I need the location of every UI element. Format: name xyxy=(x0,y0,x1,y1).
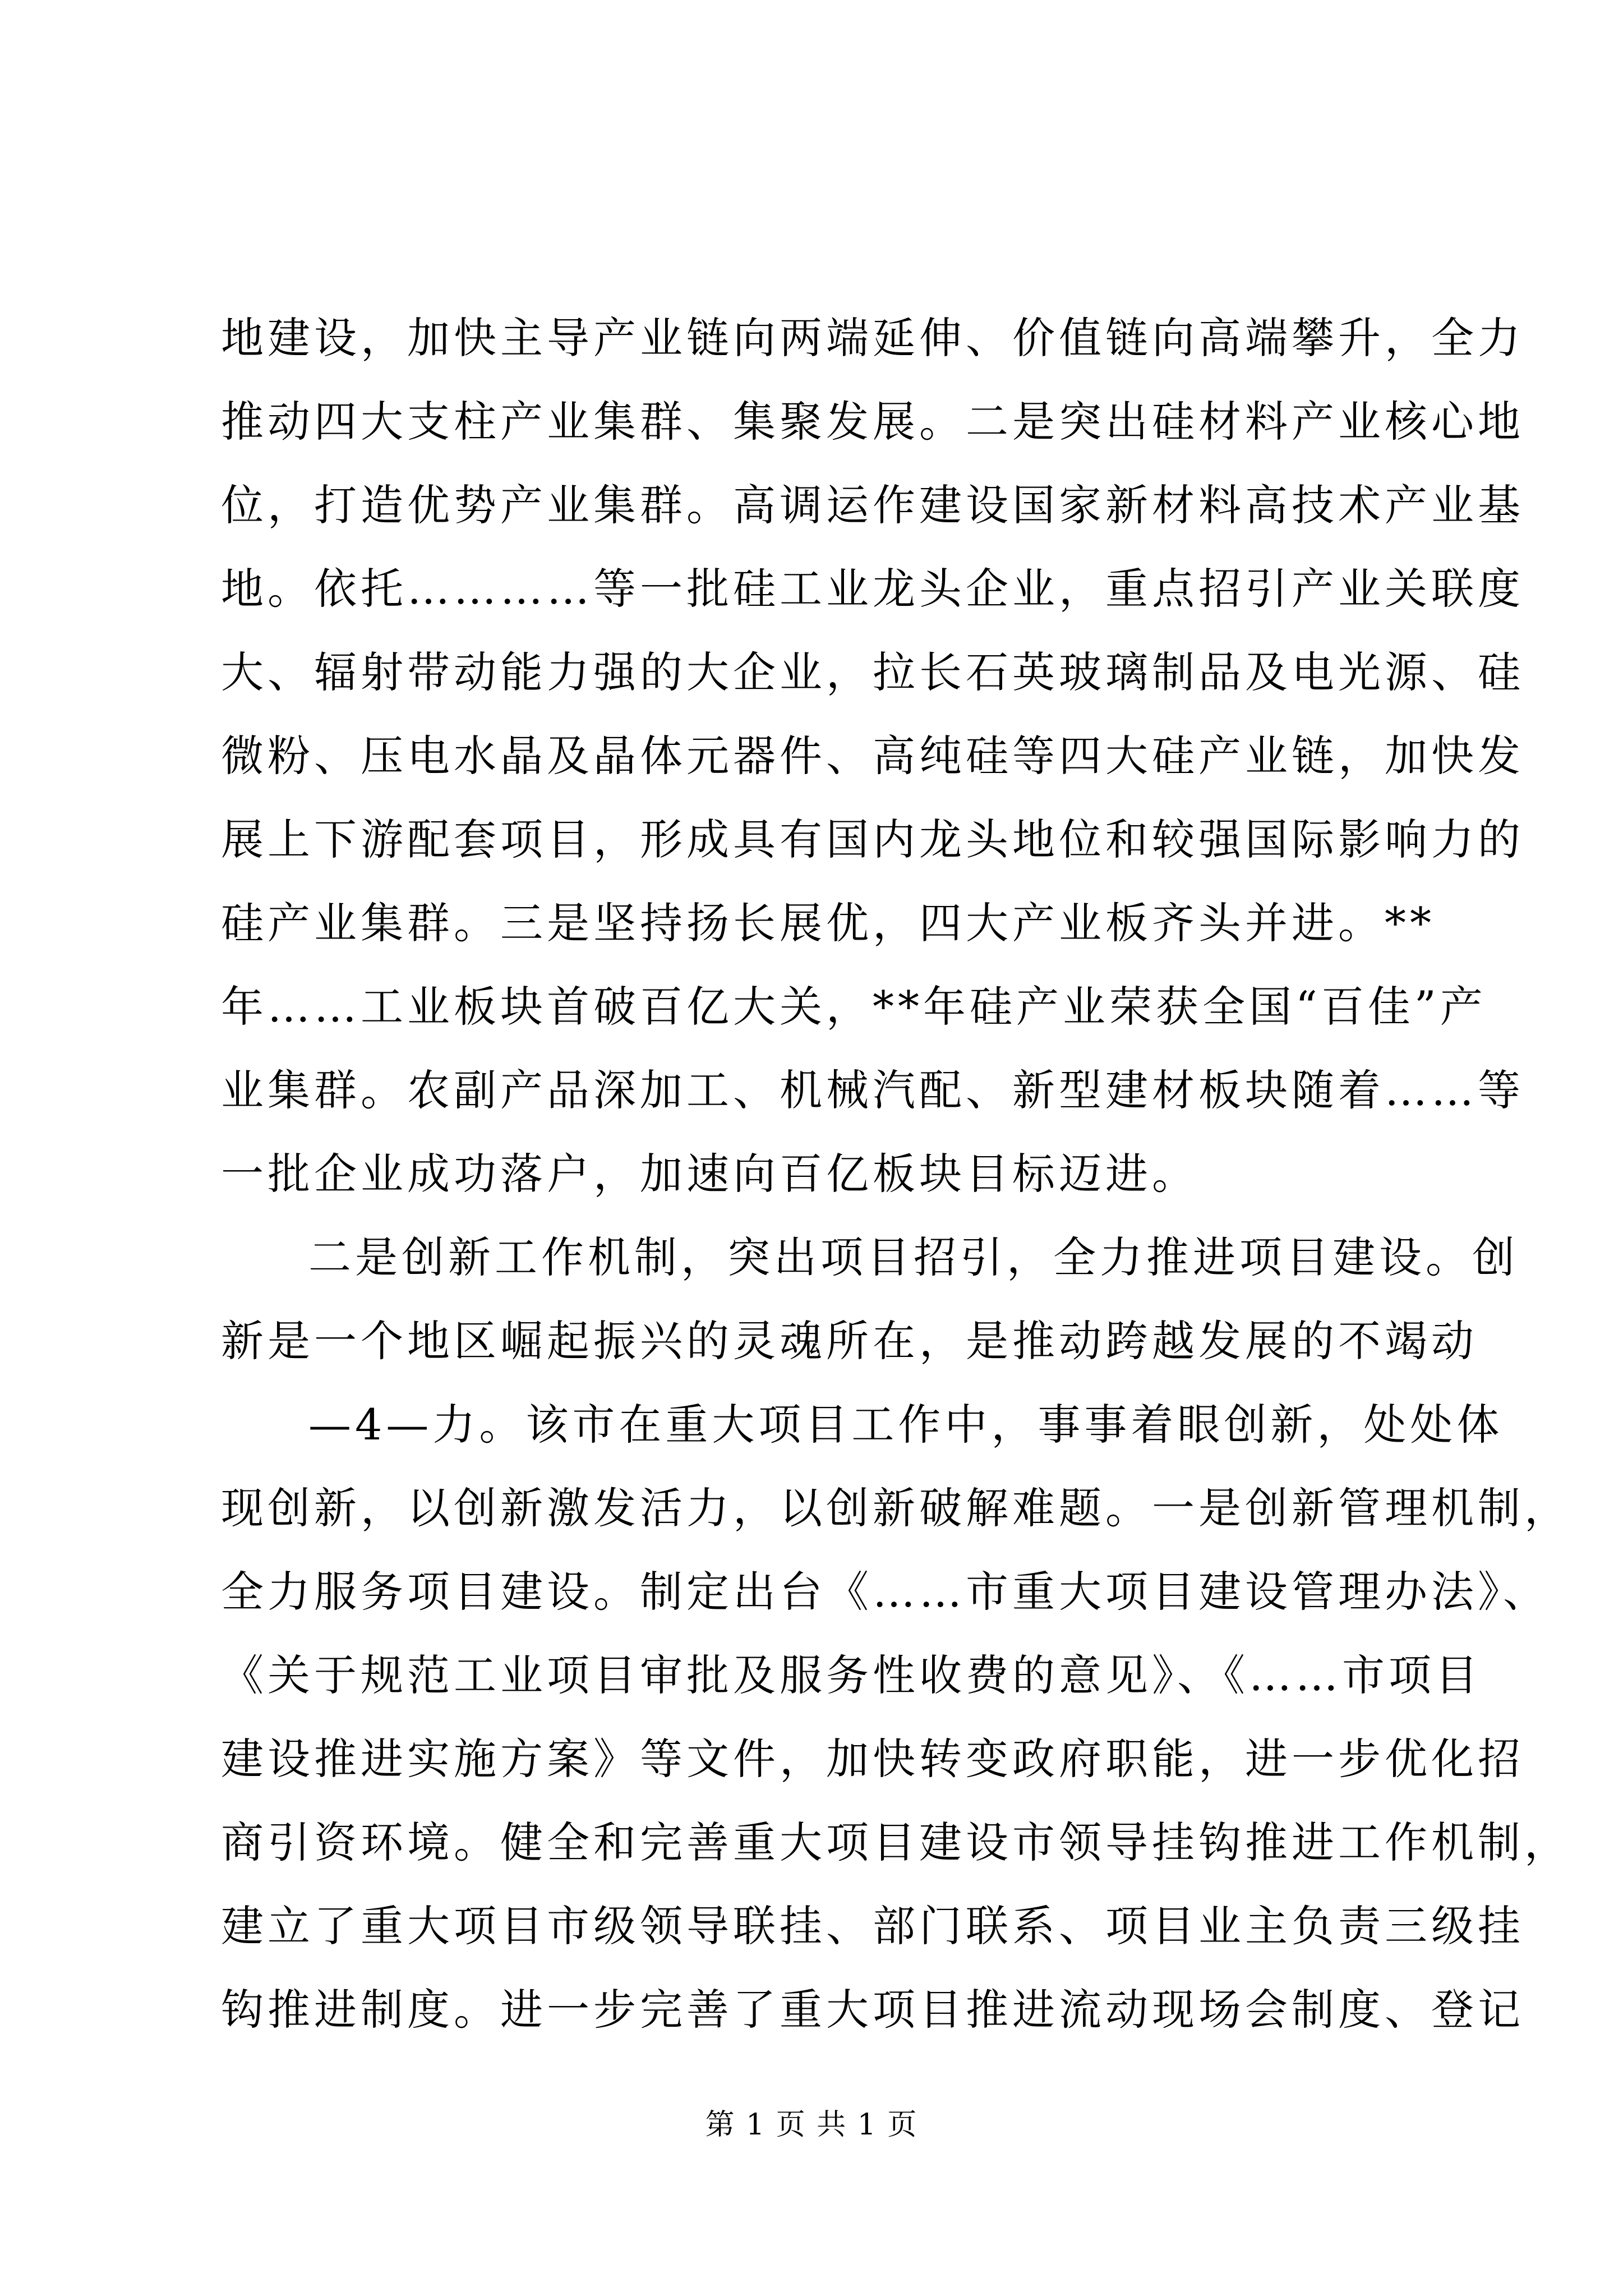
text-line: 建立了重大项目市级领导联挂、部门联系、项目业主负责三级挂 xyxy=(221,1901,1524,1951)
text-line: 大、辐射带动能力强的大企业，拉长石英玻璃制品及电光源、硅 xyxy=(221,647,1524,697)
text-line: 地。依托…………等一批硅工业龙头企业，重点招引产业关联度 xyxy=(221,564,1524,614)
text-line: 全力服务项目建设。制定出台《……市重大项目建设管理办法》、 xyxy=(221,1567,1550,1617)
body-text xyxy=(221,296,1571,2051)
text-line: 《关于规范工业项目审批及服务性收费的意见》、《……市项目 xyxy=(221,1650,1482,1700)
text-line: 推动四大支柱产业集群、集聚发展。二是突出硅材料产业核心地 xyxy=(221,397,1524,447)
text-line: 硅产业集群。三是坚持扬长展优，四大产业板齐头并进。** xyxy=(221,898,1435,948)
text-line: 年……工业板块首破百亿大关，**年硅产业荣获全国“百佳”产 xyxy=(221,982,1487,1032)
text-line: 商引资环境。健全和完善重大项目建设市领导挂钩推进工作机制， xyxy=(221,1818,1571,1867)
text-line: 建设推进实施方案》等文件，加快转变政府职能，进一步优化招 xyxy=(221,1734,1524,1784)
text-line: 新是一个地区崛起振兴的灵魂所在，是推动跨越发展的不竭动 xyxy=(221,1316,1478,1366)
text-line: 业集群。农副产品深加工、机械汽配、新型建材板块随着……等 xyxy=(221,1065,1524,1115)
text-line: 展上下游配套项目，形成具有国内龙头地位和较强国际影响力的 xyxy=(221,815,1524,864)
page-footer: 第 1 页 共 1 页 xyxy=(705,2108,918,2142)
text-line: 现创新，以创新激发活力，以创新破解难题。一是创新管理机制， xyxy=(221,1483,1571,1533)
text-line: 微粉、压电水晶及晶体元器件、高纯硅等四大硅产业链，加快发 xyxy=(221,731,1524,781)
text-line: 钩推进制度。进一步完善了重大项目推进流动现场会制度、登记 xyxy=(221,1985,1524,2035)
text-line: 地建设，加快主导产业链向两端延伸、价值链向高端攀升，全力 xyxy=(221,313,1524,363)
text-line: 位，打造优势产业集群。高调运作建设国家新材料高技术产业基 xyxy=(221,480,1524,530)
text-line-with-page-marker: —4—力。该市在重大项目工作中，事事着眼创新，处处体 xyxy=(308,1400,1504,1450)
paragraph-start-line: 二是创新工作机制，突出项目招引，全力推进项目建设。创 xyxy=(308,1232,1519,1282)
text-line: 一批企业成功落户，加速向百亿板块目标迈进。 xyxy=(221,1149,1198,1199)
